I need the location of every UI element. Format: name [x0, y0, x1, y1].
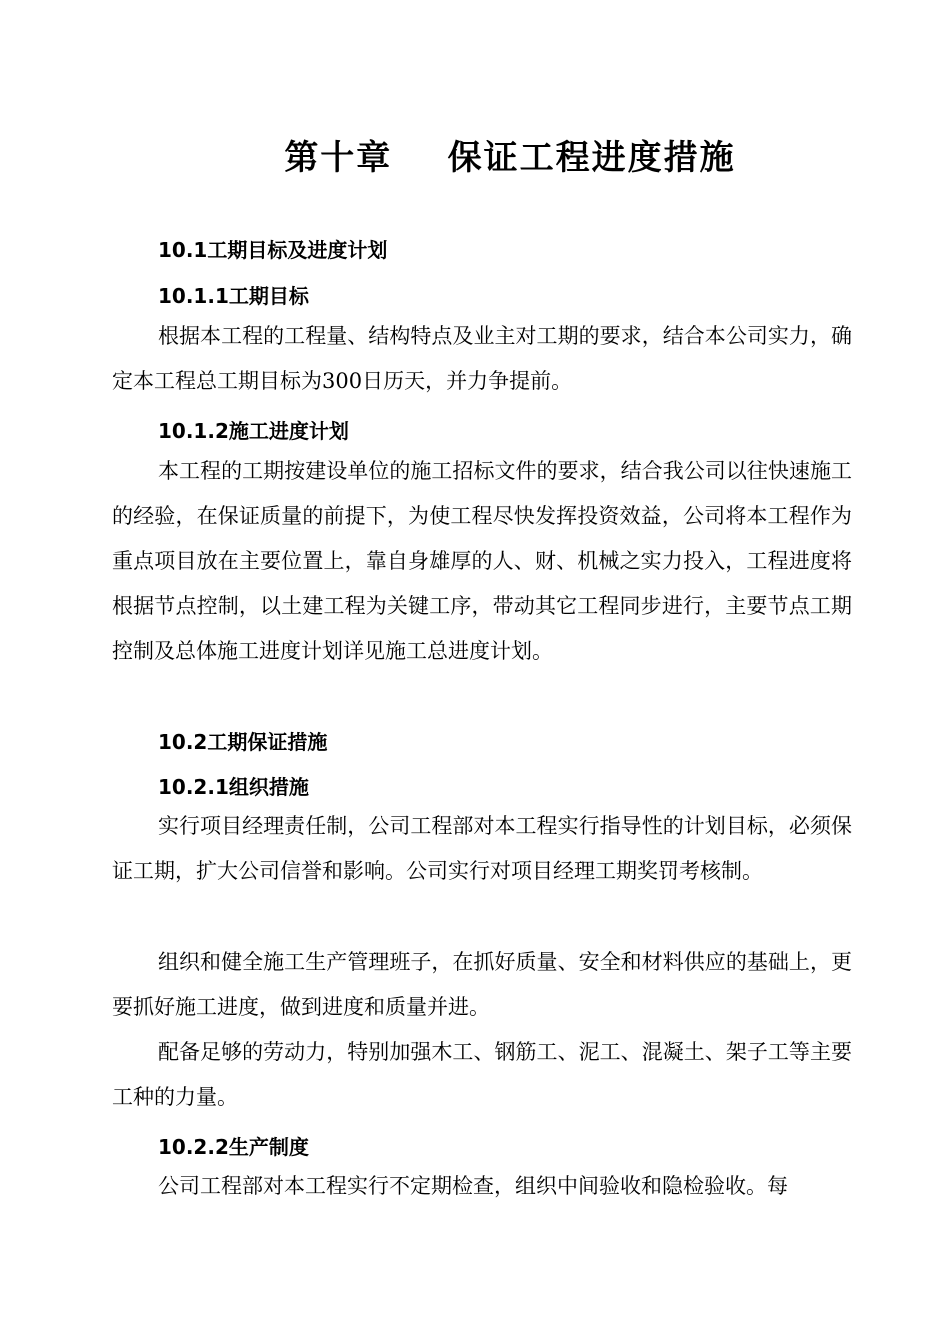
- paragraph-management-team: 组织和健全施工生产管理班子，在抓好质量、安全和材料供应的基础上，更要抓好施工进度，做到进度和质量并进。: [112, 950, 852, 1019]
- chapter-title: 第十章 保证工程进度措施: [284, 138, 736, 178]
- paragraph-schedule-target: 根据本工程的工程量、结构特点及业主对工期的要求，结合本公司实力，确定本工程总工期目标为300日历天，并力争提前。: [112, 324, 852, 393]
- section-heading-10-2: 10.2工期保证措施: [158, 730, 328, 754]
- paragraph-schedule-plan: 本工程的工期按建设单位的施工招标文件的要求，结合我公司以往快速施工的经验，在保证质量的前提下，为使工程尽快发挥投资效益，公司将本工程作为重点项目放在主要位置上，靠自身雄厚的人、财、机械之实力投入，工程进度将根据节点控制，以土建工程为关键工序，带动其它工程同步进行，主要节点工期控制及总体施工进度计划详见施工总进度计划。: [112, 459, 852, 663]
- section-heading-10-1-1: 10.1.1工期目标: [158, 284, 309, 308]
- paragraph-labor-force: 配备足够的劳动力，特别加强木工、钢筋工、泥工、混凝土、架子工等主要工种的力量。: [112, 1040, 852, 1109]
- paragraph-manager-responsibility: 实行项目经理责任制，公司工程部对本工程实行指导性的计划目标，必须保证工期，扩大公司信誉和影响。公司实行对项目经理工期奖罚考核制。: [112, 814, 852, 883]
- paragraph-production-system: 公司工程部对本工程实行不定期检查，组织中间验收和隐检验收。每: [158, 1174, 788, 1198]
- section-heading-10-1: 10.1工期目标及进度计划: [158, 238, 388, 262]
- section-heading-10-2-1: 10.2.1组织措施: [158, 775, 309, 799]
- section-heading-10-2-2: 10.2.2生产制度: [158, 1135, 309, 1159]
- section-heading-10-1-2: 10.1.2施工进度计划: [158, 419, 349, 443]
